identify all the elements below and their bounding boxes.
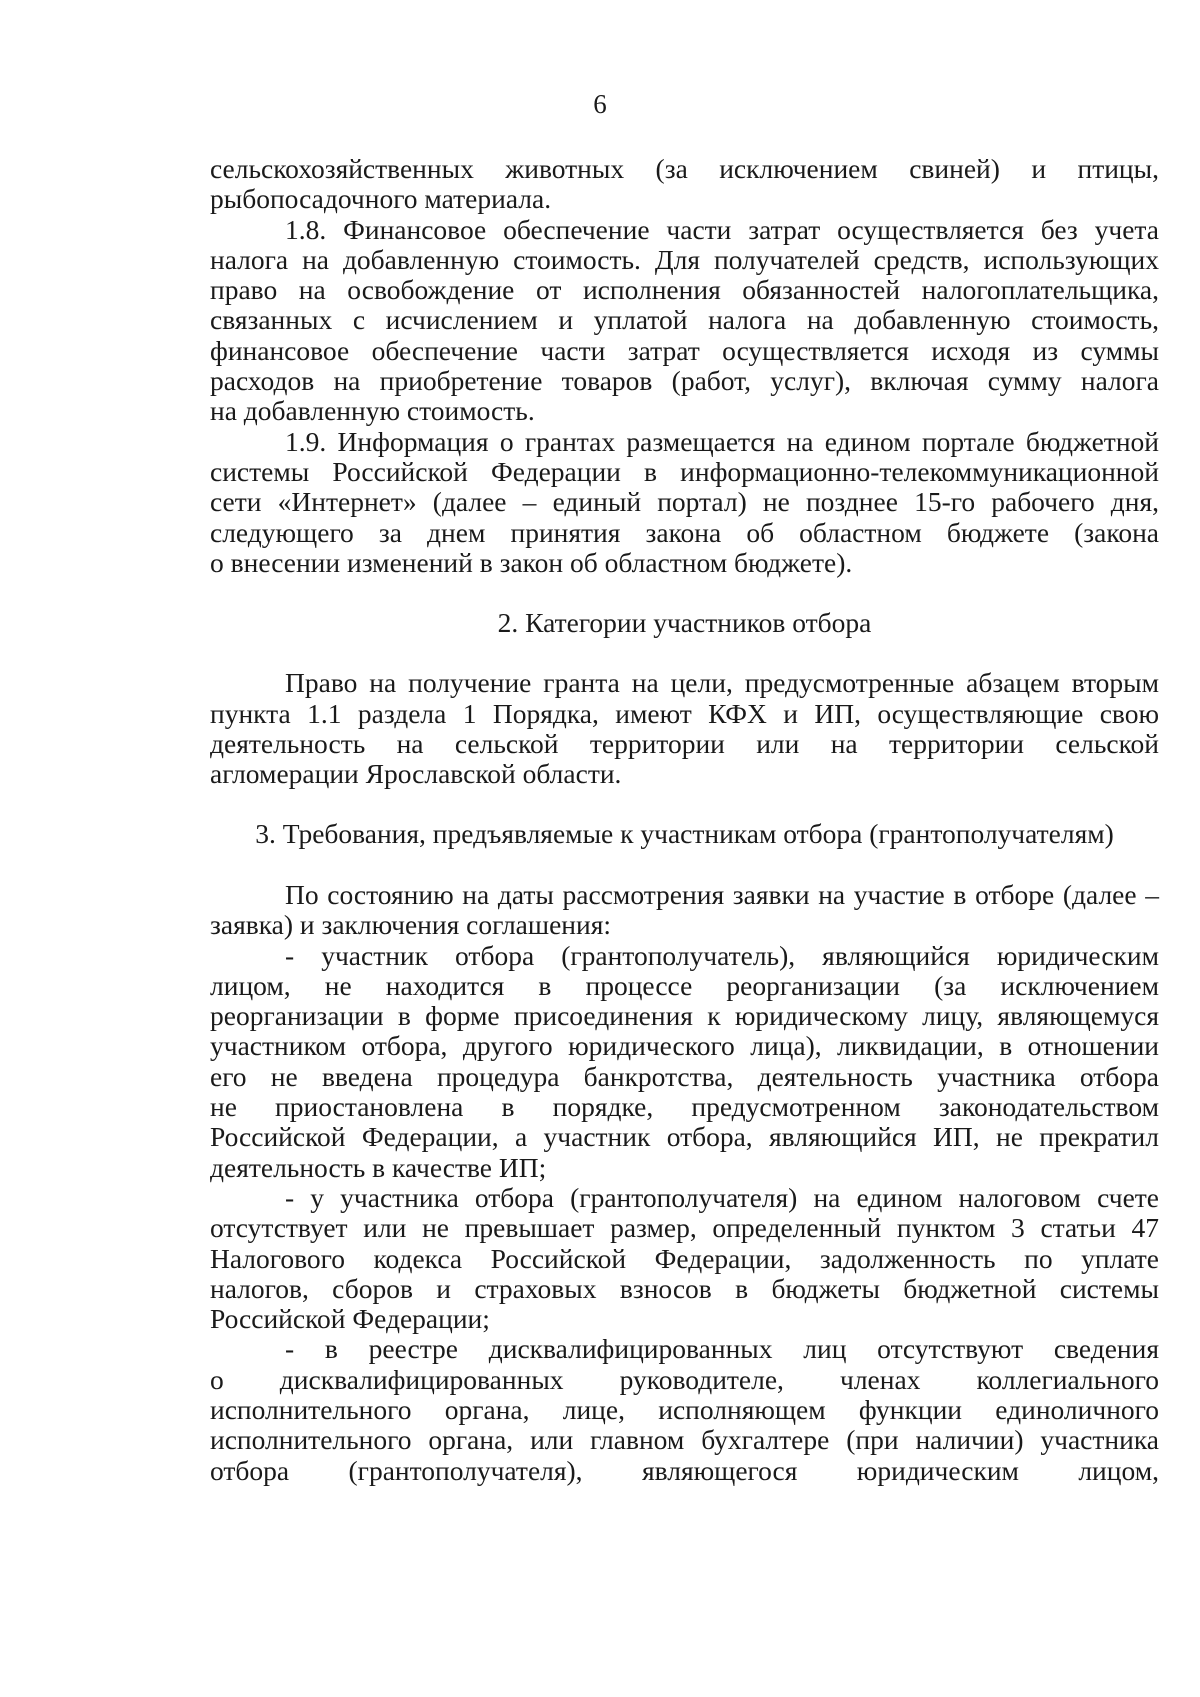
text-line: на добавленную стоимость. — [210, 395, 535, 427]
text-line: агломерации Ярославской области. — [210, 758, 622, 790]
paragraph-section-3-intro — [210, 880, 1159, 941]
text-line: сети «Интернет» (далее – единый портал) не позднее 15-го рабочего дня, — [210, 486, 1159, 518]
text-line: заявка) и заключения соглашения: — [210, 909, 611, 941]
text-line: о дисквалифицированных руководителе, членах коллегиального — [210, 1363, 1159, 1395]
text-line: следующего за днем принятия закона об областном бюджете (закона — [210, 516, 1159, 548]
page-number: 6 — [593, 89, 607, 119]
text-line: рыбопосадочного материала. — [210, 183, 552, 215]
text-line: Российской Федерации, а участник отбора, являющийся ИП, не прекратил — [210, 1121, 1159, 1153]
text-line: лицом, не находится в процессе реорганизации (за исключением — [210, 969, 1159, 1001]
paragraph-1-8 — [210, 215, 1159, 427]
text-line: системы Российской Федерации в информационно-телекоммуникационной — [210, 455, 1159, 487]
text-line: - у участника отбора (грантополучателя) на едином налоговом счете — [285, 1181, 1159, 1213]
text-line: право на освобождение от исполнения обязанностей налогоплательщика, — [210, 274, 1159, 306]
text-line: 1.9. Информация о грантах размещается на едином портале бюджетной — [285, 425, 1159, 457]
text-line: По состоянию на даты рассмотрения заявки на участие в отборе (далее – — [285, 878, 1159, 910]
text-line: отсутствует или не превышает размер, определенный пунктом 3 статьи 47 — [210, 1212, 1159, 1244]
text-line: - в реестре дисквалифицированных лиц отсутствуют сведения — [285, 1333, 1159, 1365]
text-line: о внесении изменений в закон об областном бюджете). — [210, 546, 853, 578]
text-line: его не введена процедура банкротства, деятельность участника отбора — [210, 1060, 1159, 1092]
text-line: финансовое обеспечение части затрат осуществляется исходя из суммы — [210, 334, 1159, 366]
text-line: не приостановлена в порядке, предусмотренном законодательством — [210, 1091, 1159, 1123]
text-line: Российской Федерации; — [210, 1303, 490, 1335]
paragraph-1-9 — [210, 427, 1159, 578]
text-line: Право на получение гранта на цели, предусмотренные абзацем вторым — [285, 667, 1159, 699]
text-line: пункта 1.1 раздела 1 Порядка, имеют КФХ и ИП, осуществляющие свою — [210, 697, 1159, 729]
text-line: Налогового кодекса Российской Федерации, задолженность по уплате — [210, 1242, 1159, 1274]
text-line: связанных с исчислением и уплатой налога на добавленную стоимость, — [210, 304, 1159, 336]
list-item-requirement-2 — [210, 1183, 1159, 1334]
list-item-requirement-3 — [210, 1334, 1159, 1485]
text-line: реорганизации в форме присоединения к юридическому лицу, являющемуся — [210, 1000, 1159, 1032]
document-body — [210, 154, 1159, 1486]
text-line: участником отбора, другого юридического лица), ликвидации, в отношении — [210, 1030, 1159, 1062]
text-line: налогов, сборов и страховых взносов в бюджеты бюджетной системы — [210, 1272, 1159, 1304]
text-line: деятельность в качестве ИП; — [210, 1151, 547, 1183]
text-line: отбора (грантополучателя), являющегося юридическим лицом, — [210, 1454, 1159, 1486]
list-item-requirement-1 — [210, 941, 1159, 1183]
section-heading-2: 2. Категории участников отбора — [497, 607, 872, 639]
paragraph-continuation — [210, 154, 1159, 215]
text-line: - участник отбора (грантополучатель), являющийся юридическим — [285, 939, 1159, 971]
text-line: 1.8. Финансовое обеспечение части затрат осуществляется без учета — [285, 213, 1159, 245]
text-line: исполнительного органа, или главном бухгалтере (при наличии) участника — [210, 1424, 1159, 1456]
text-line: исполнительного органа, лице, исполняющем функции единоличного — [210, 1393, 1159, 1425]
text-line: деятельность на сельской территории или на территории сельской — [210, 728, 1159, 760]
text-line: налога на добавленную стоимость. Для получателей средств, использующих — [210, 243, 1159, 275]
paragraph-section-2 — [210, 668, 1159, 789]
text-line: сельскохозяйственных животных (за исключением свиней) и птицы, — [210, 153, 1159, 184]
section-heading-3: 3. Требования, предъявляемые к участникам отбора (грантополучателям) — [255, 817, 1114, 849]
text-line: расходов на приобретение товаров (работ, услуг), включая сумму налога — [210, 365, 1159, 397]
